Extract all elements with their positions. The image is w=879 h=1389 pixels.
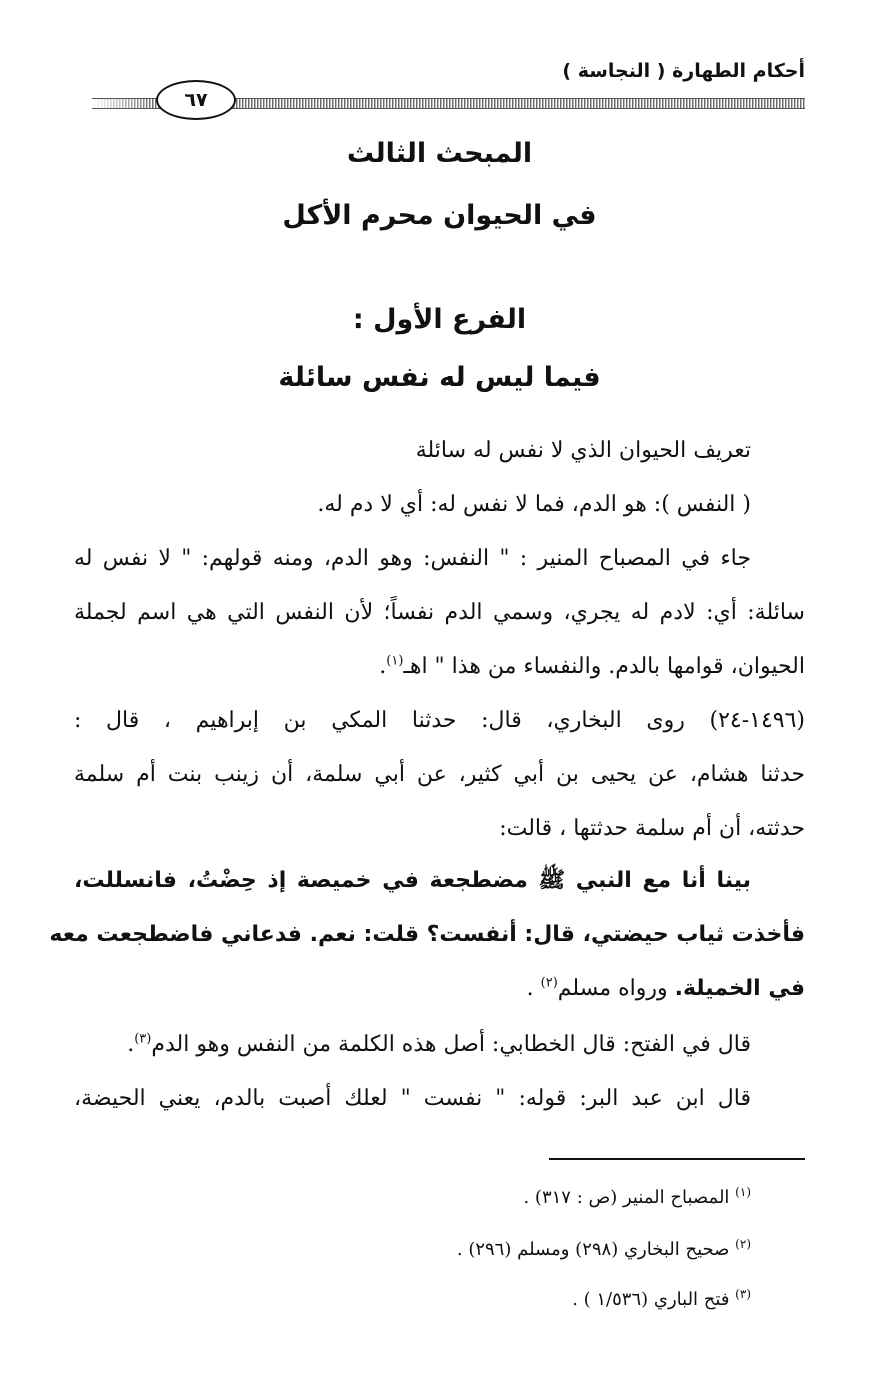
page-number: ٦٧: [156, 80, 236, 120]
running-title: أحكام الطهارة ( النجاسة ): [562, 60, 805, 82]
hadith-intro-line-3: حدثته، أن أم سلمة حدثتها ، قالت:: [499, 816, 805, 841]
hadith-text-line-1: بينا أنا مع النبي ﷺ مضطجعة في خميصة إذ حِضْتُ، فانسللت،: [74, 868, 751, 893]
fath-line: قال في الفتح: قال الخطابي: أصل هذه الكلمة من النفس وهو الدم$^{(٣)}$.: [127, 1031, 751, 1057]
misbah-line-3: الحيوان، قوامها بالدم. والنفساء من هذا " اهـ$^{(١)}$.: [379, 653, 805, 679]
footnote-2: [457, 1238, 751, 1262]
branch-subtitle: فيما ليس له نفس سائلة: [278, 362, 601, 393]
footnote-ref-1: (١): [386, 653, 404, 669]
footnote-3-mark: (٣): [735, 1287, 751, 1301]
footnote-separator: [549, 1158, 805, 1160]
misbah-line-2: سائلة: أي: لادم له يجري، وسمي الدم نفساً؛ لأن النفس التي هي اسم لجملة: [74, 600, 805, 625]
footnote-3: [572, 1288, 751, 1312]
footnote-ref-2: (٢): [540, 975, 558, 991]
section-title: المبحث الثالث: [346, 138, 533, 169]
misbah-line-1: جاء في المصباح المنير : " النفس: وهو الدم، ومنه قولهم: " لا نفس له: [74, 546, 751, 571]
hadith-intro-line-1: (١٤٩٦-٢٤) روى البخاري، قال: حدثنا المكي بن إبراهيم ، قال :: [74, 708, 805, 733]
footnote-ref-3: (٣): [134, 1031, 152, 1047]
footnote-1-mark: (١): [735, 1185, 751, 1199]
hadith-text-line-2: فأخذت ثياب حيضتي، قال: أنفست؟ قلت: نعم. فدعاني فاضطجعت معه: [49, 922, 805, 947]
definition-line: ( النفس ): هو الدم، فما لا نفس له: أي لا دم له.: [317, 492, 751, 517]
footnote-2-text: صحيح البخاري (٢٩٨) ومسلم (٢٩٦) .: [456, 1239, 730, 1260]
subject-title: في الحيوان محرم الأكل: [282, 200, 597, 231]
footnote-2-mark: (٢): [735, 1237, 751, 1251]
hadith-text-line-3: في الخميلة. ورواه مسلم$^{(٢)}$ .: [526, 975, 805, 1001]
ibn-abd-albarr-line: قال ابن عبد البر: قوله: " نفست " لعلك أصبت بالدم، يعني الحيضة،: [74, 1086, 751, 1111]
hadith-intro-line-2: حدثنا هشام، عن يحيى بن أبي كثير، عن أبي سلمة، أن زينب بنت أم سلمة: [74, 762, 805, 787]
branch-title: الفرع الأول :: [352, 304, 527, 335]
footnote-3-text: فتح الباري (١/٥٣٦ ) .: [572, 1289, 730, 1310]
footnote-1-text: المصباح المنير (ص : ٣١٧) .: [523, 1187, 730, 1208]
definition-heading: تعريف الحيوان الذي لا نفس له سائلة: [415, 438, 751, 463]
footnote-1: [523, 1186, 751, 1210]
